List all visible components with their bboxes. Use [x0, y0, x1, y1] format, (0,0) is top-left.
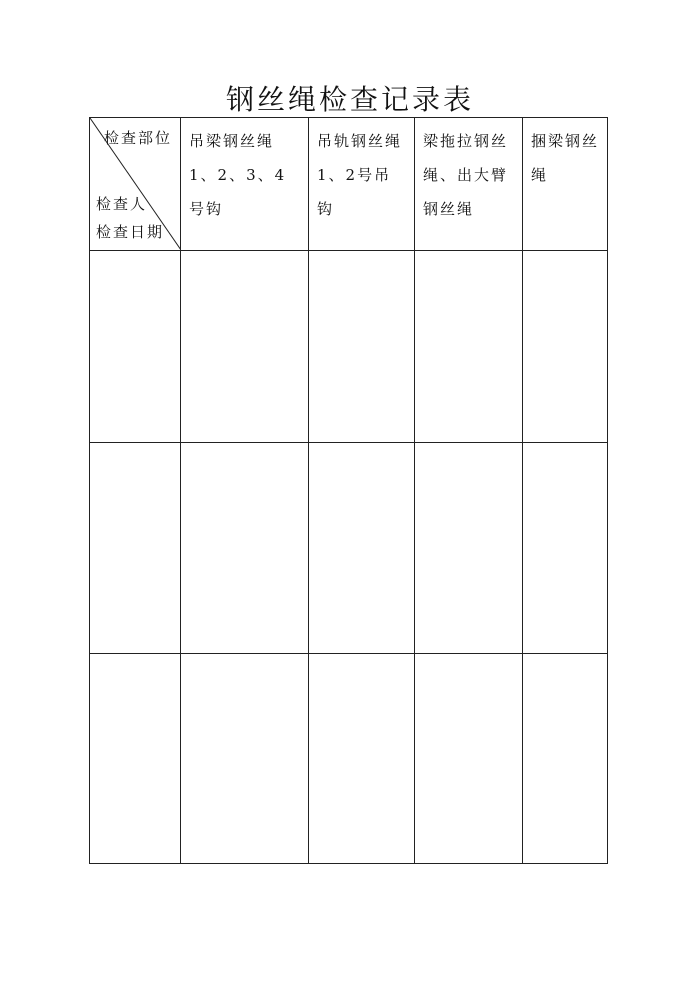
table-cell[interactable] [181, 654, 309, 864]
record-table [89, 117, 608, 864]
table-row [90, 654, 608, 864]
column-header-hanging-rail-rope: 吊轨钢丝绳1、2号吊钩 [309, 118, 415, 251]
inspection-part-label: 检查部位 [103, 129, 172, 147]
column-header-beam-towing-rope: 梁拖拉钢丝绳、出大臂钢丝绳 [415, 118, 523, 251]
inspector-date-labels [96, 190, 164, 246]
table-cell[interactable] [415, 443, 523, 654]
corner-header-cell [90, 118, 181, 251]
table-cell[interactable] [90, 654, 181, 864]
column-header-beam-binding-rope: 捆梁钢丝绳 [523, 118, 608, 251]
page-title: 钢丝绳检查记录表 [225, 83, 474, 116]
table-row [90, 251, 608, 443]
header-row [90, 118, 608, 251]
table-cell[interactable] [90, 251, 181, 443]
inspection-date-label: 检查日期 [96, 223, 165, 241]
table-cell[interactable] [523, 443, 608, 654]
table-cell[interactable] [523, 251, 608, 443]
table-cell[interactable] [415, 251, 523, 443]
table-row [90, 443, 608, 654]
table-cell[interactable] [181, 251, 309, 443]
column-header-hanging-beam-rope: 吊梁钢丝绳1、2、3、4号钩 [181, 118, 309, 251]
table-cell[interactable] [181, 443, 309, 654]
table-cell[interactable] [523, 654, 608, 864]
table-cell[interactable] [309, 443, 415, 654]
table-cell[interactable] [90, 443, 181, 654]
table-cell[interactable] [415, 654, 523, 864]
inspector-label: 检查人 [96, 195, 148, 213]
table-cell[interactable] [309, 654, 415, 864]
table-cell[interactable] [309, 251, 415, 443]
